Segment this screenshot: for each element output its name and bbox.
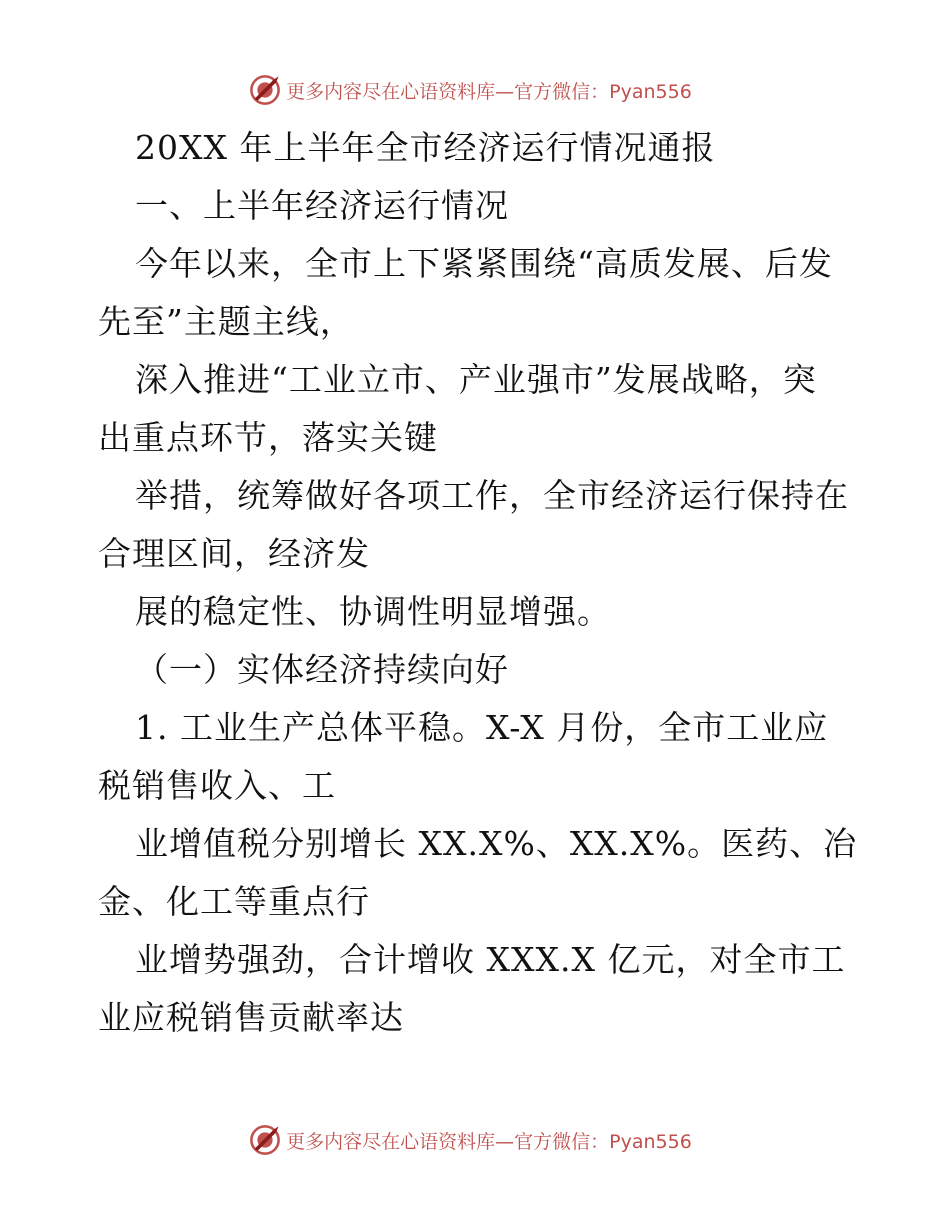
header-banner-text: 更多内容尽在心语资料库—官方微信：Pyan556 — [286, 80, 692, 103]
subsection-heading: （一）实体经济持续向好 — [135, 650, 509, 689]
paragraph-line: 金、化工等重点行 — [98, 882, 370, 921]
paragraph-line: 业增势强劲，合计增收 XXX.X 亿元，对全市工 — [135, 940, 846, 979]
header-banner — [0, 70, 950, 110]
brand-logo-icon — [248, 73, 282, 107]
footer-banner — [0, 1120, 950, 1160]
paragraph-line: 业应税销售贡献率达 — [98, 998, 404, 1037]
paragraph-line: 业增值税分别增长 XX.X%、XX.X%。医药、冶 — [135, 824, 858, 863]
paragraph-line: 出重点环节，落实关键 — [98, 418, 438, 457]
paragraph-line: 展的稳定性、协调性明显增强。 — [135, 592, 611, 631]
paragraph-line: 举措，统筹做好各项工作，全市经济运行保持在 — [135, 476, 849, 515]
footer-banner-text: 更多内容尽在心语资料库—官方微信：Pyan556 — [286, 1130, 692, 1153]
document-title: 20XX 年上半年全市经济运行情况通报 — [135, 128, 716, 167]
paragraph-line: 税销售收入、工 — [98, 766, 336, 805]
paragraph-line: 深入推进“工业立市、产业强市”发展战略，突 — [135, 360, 817, 399]
brand-logo-icon — [248, 1123, 282, 1157]
paragraph-line: 先至”主题主线， — [98, 302, 354, 341]
section-heading: 一、上半年经济运行情况 — [135, 186, 509, 225]
paragraph-line: 1. 工业生产总体平稳。X-X 月份，全市工业应 — [135, 708, 829, 747]
paragraph-line: 合理区间，经济发 — [98, 534, 370, 573]
paragraph-line: 今年以来，全市上下紧紧围绕“高质发展、后发 — [135, 244, 833, 283]
